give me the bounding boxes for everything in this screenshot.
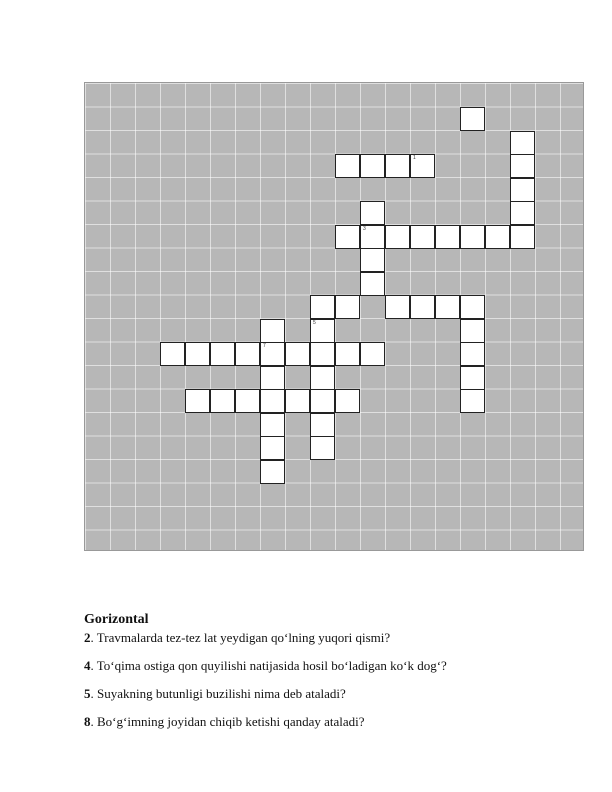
crossword-cell[interactable] [260,342,285,366]
crossword-cell[interactable] [360,342,385,366]
crossword-cell[interactable] [185,389,210,413]
crossword-cell[interactable] [210,389,235,413]
crossword-cell[interactable] [310,295,335,319]
clues-section [84,612,584,742]
clue-item-text: . Bo‘g‘imning joyidan chiqib ketishi qanday ataladi? [90,714,365,729]
crossword-cell[interactable] [410,154,435,178]
crossword-cell[interactable] [460,342,485,366]
crossword-cell[interactable] [335,154,360,178]
crossword-cell[interactable] [185,342,210,366]
crossword-cell[interactable] [460,295,485,319]
crossword-cell[interactable] [310,366,335,390]
clue-item-number: 4 [84,658,91,673]
clue-number: 7 [263,343,266,349]
crossword-cell[interactable] [385,225,410,249]
clue-number: 1 [413,155,416,161]
crossword-cell[interactable] [310,319,335,343]
clue-number: 3 [363,225,366,232]
crossword-cell[interactable] [260,413,285,437]
crossword-grid [84,82,584,551]
crossword-cell[interactable] [435,225,460,249]
crossword-cell[interactable] [410,225,435,249]
clue-item-text: . Travmalarda tez-tez lat yeydigan qo‘lning yuqori qismi? [90,630,391,645]
crossword-cell[interactable] [335,225,360,249]
crossword-cell[interactable] [310,389,335,413]
crossword-cell[interactable] [385,154,410,178]
clue-item [84,658,584,674]
crossword-cell[interactable] [235,342,260,366]
crossword-cell[interactable] [310,436,335,460]
crossword-cell[interactable] [335,389,360,413]
clue-item-number: 8 [84,714,91,729]
crossword-cell[interactable] [235,389,260,413]
crossword-cell[interactable] [460,225,485,249]
crossword-cell[interactable] [260,366,285,390]
crossword-cell[interactable] [310,342,335,366]
clue-item-number: 2 [84,630,91,645]
crossword-cell[interactable] [510,201,535,225]
clue-number: 5 [313,319,316,326]
crossword-cell[interactable] [210,342,235,366]
clue-list [84,630,584,730]
clue-item [84,630,584,646]
crossword-cell[interactable] [410,295,435,319]
crossword-cell[interactable] [285,389,310,413]
crossword-cell[interactable] [385,295,410,319]
crossword-cell[interactable] [510,154,535,178]
crossword-cell[interactable] [460,389,485,413]
crossword-cell[interactable] [285,342,310,366]
crossword-cell[interactable] [510,131,535,155]
crossword-cell[interactable] [435,295,460,319]
crossword-cell[interactable] [360,154,385,178]
crossword-cell[interactable] [360,201,385,225]
crossword-cell[interactable] [260,319,285,343]
crossword-cell[interactable] [510,225,535,249]
clues-heading: Gorizontal [84,612,149,627]
crossword-cell[interactable] [360,225,385,249]
crossword-cell[interactable] [460,319,485,343]
crossword-cell[interactable] [310,413,335,437]
crossword-cell[interactable] [485,225,510,249]
crossword-cell[interactable] [360,248,385,272]
crossword-cell[interactable] [335,295,360,319]
crossword-cell[interactable] [460,366,485,390]
crossword-cell[interactable] [360,272,385,296]
crossword-cell[interactable] [335,342,360,366]
crossword-cell[interactable] [510,178,535,202]
clue-item [84,686,584,702]
clue-item-text: . To‘qima ostiga qon quyilishi natijasida hosil bo‘ladigan ko‘k dog‘? [90,658,447,673]
clue-item-text: . Suyakning butunligi buzilishi nima deb ataladi? [90,686,346,701]
crossword-cell[interactable] [260,436,285,460]
clue-item [84,714,584,730]
crossword-cell[interactable] [260,460,285,484]
clue-item-number: 5 [84,686,91,701]
crossword-cell[interactable] [260,389,285,413]
crossword-cell[interactable] [160,342,185,366]
crossword-cell[interactable] [460,107,485,131]
